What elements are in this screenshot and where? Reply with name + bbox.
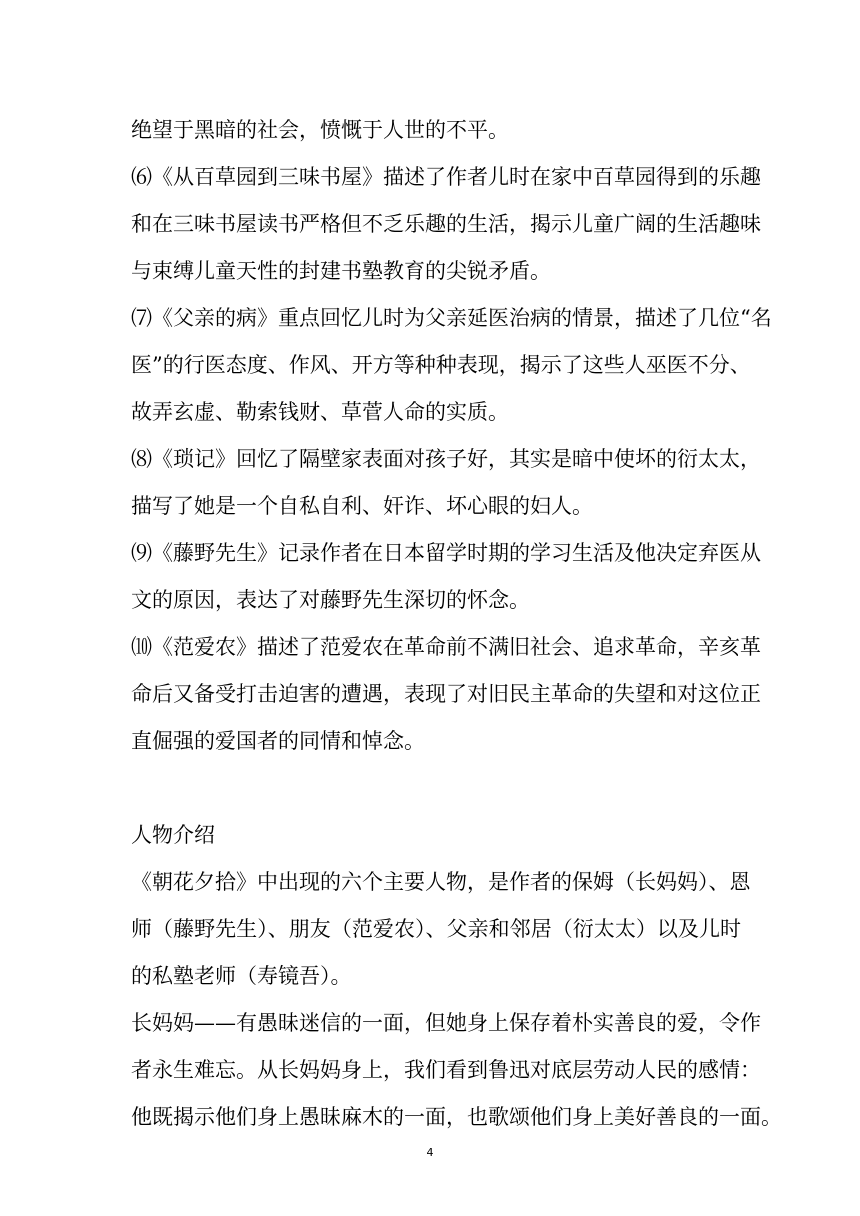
text-line: ⑼《藤野先生》记录作者在日本留学时期的学习生活及他决定弃医从 (131, 541, 761, 565)
text-line: 《朝花夕拾》中出现的六个主要人物，是作者的保姆（长妈妈）、恩 (131, 870, 751, 894)
text-line: 绝望于黑暗的社会，愤慨于人世的不平。 (131, 118, 509, 142)
text-line: 直倔强的爱国者的同情和悼念。 (131, 729, 425, 753)
text-line: 他既揭示他们身上愚昧麻木的一面，也歌颂他们身上美好善良的一面。 (131, 1105, 782, 1129)
text-line: 与束缚儿童天性的封建书塾教育的尖锐矛盾。 (131, 259, 551, 283)
text-line: ⑹《从百草园到三味书屋》描述了作者儿时在家中百草园得到的乐趣 (131, 165, 761, 189)
text-line: 的私塾老师（寿镜吾）。 (131, 964, 352, 988)
text-line: 和在三味书屋读书严格但不乏乐趣的生活，揭示儿童广阔的生活趣味 (131, 212, 761, 236)
section-heading: 人物介绍 (131, 823, 215, 847)
text-line: ⑻《琐记》回忆了隔壁家表面对孩子好，其实是暗中使坏的衍太太， (131, 447, 761, 471)
text-line: 长妈妈——有愚昧迷信的一面，但她身上保存着朴实善良的爱，令作 (131, 1011, 761, 1035)
text-line: 故弄玄虚、勒索钱财、草菅人命的实质。 (131, 400, 509, 424)
text-line: 命后又备受打击迫害的遭遇，表现了对旧民主革命的失望和对这位正 (131, 682, 761, 706)
text-line: 者永生难忘。从长妈妈身上，我们看到鲁迅对底层劳动人民的感情： (131, 1058, 761, 1082)
page-number: 4 (426, 1146, 434, 1159)
text-line: 师（藤野先生）、朋友（范爱农）、父亲和邻居（衍太太）以及儿时 (131, 917, 741, 941)
text-line: ⑽《范爱农》描述了范爱农在革命前不满旧社会、追求革命，辛亥革 (131, 635, 761, 659)
text-line: 医”的行医态度、作风、开方等种种表现，揭示了这些人巫医不分、 (131, 353, 751, 377)
text-line: 文的原因，表达了对藤野先生深切的怀念。 (131, 588, 530, 612)
document-body (131, 107, 782, 1141)
text-line: 描写了她是一个自私自利、奸诈、坏心眼的妇人。 (131, 494, 593, 518)
blank-line (131, 765, 741, 812)
text-line: ⑺《父亲的病》重点回忆儿时为父亲延医治病的情景，描述了几位“名 (131, 306, 772, 330)
